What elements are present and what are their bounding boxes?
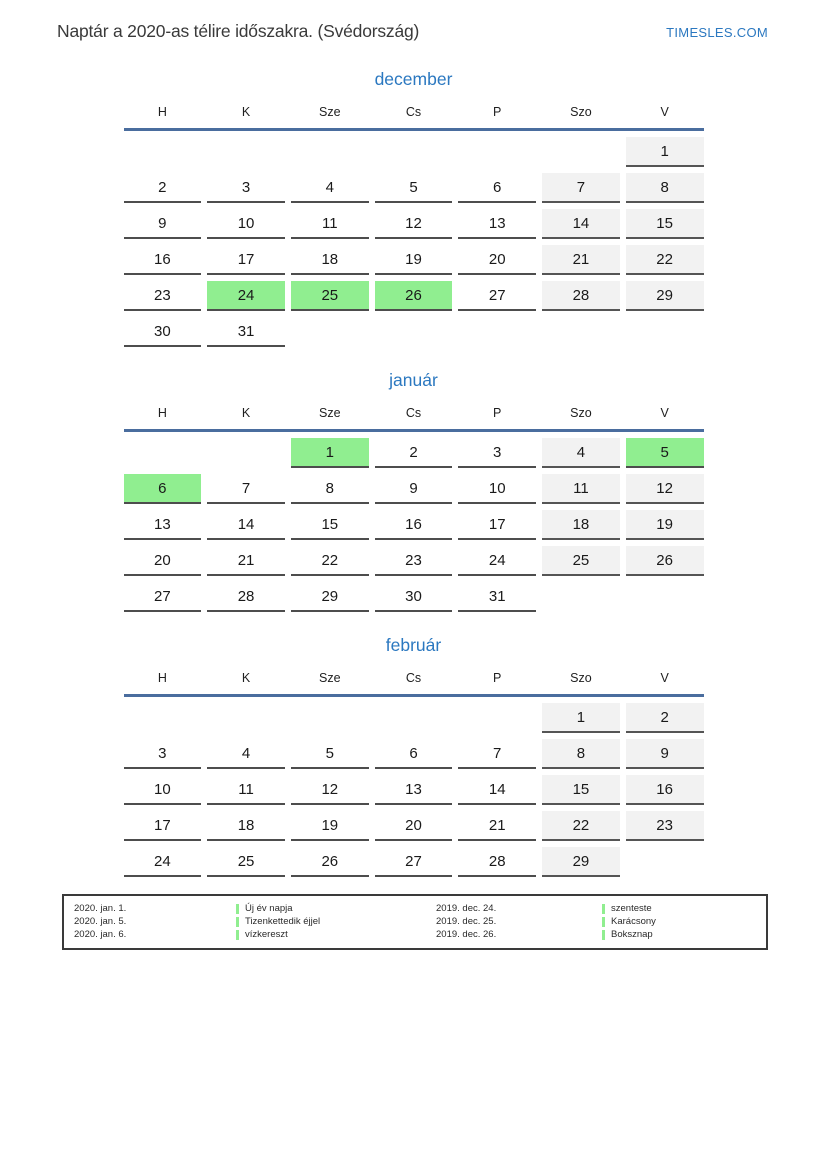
day-cell-empty xyxy=(542,582,620,612)
legend-holiday-label: Boksznap xyxy=(611,929,653,940)
day-cell: 6 xyxy=(124,474,202,504)
legend-date: 2020. jan. 1. xyxy=(74,903,127,914)
week-row xyxy=(124,811,704,841)
day-cell-empty xyxy=(124,703,202,733)
legend-date: 2019. dec. 24. xyxy=(436,903,497,914)
holiday-marker-icon xyxy=(236,917,239,927)
legend-box xyxy=(62,894,768,950)
day-cell: 24 xyxy=(124,847,202,877)
weekday-header-row xyxy=(124,105,704,131)
legend-holiday-name xyxy=(236,903,436,914)
day-cell: 8 xyxy=(542,739,620,769)
weekday-header-row xyxy=(124,671,704,697)
week-row xyxy=(124,245,704,275)
day-cell: 5 xyxy=(626,438,704,468)
day-cell: 9 xyxy=(375,474,453,504)
day-cell: 13 xyxy=(124,510,202,540)
day-cell: 10 xyxy=(458,474,536,504)
holiday-marker-icon xyxy=(602,930,605,940)
day-cell: 14 xyxy=(207,510,285,540)
weekday-header-row xyxy=(124,406,704,432)
day-cell: 27 xyxy=(458,281,536,311)
day-cell: 4 xyxy=(291,173,369,203)
day-cell: 25 xyxy=(207,847,285,877)
day-cell: 13 xyxy=(375,775,453,805)
weekday-label: Cs xyxy=(405,671,422,685)
holiday-marker-icon xyxy=(236,930,239,940)
month-január xyxy=(124,369,704,612)
day-cell: 5 xyxy=(375,173,453,203)
day-cell-empty xyxy=(124,137,202,167)
day-cell-empty xyxy=(458,317,536,347)
day-cell: 7 xyxy=(542,173,620,203)
day-cell: 25 xyxy=(291,281,369,311)
legend-row xyxy=(74,915,766,928)
day-cell-empty xyxy=(291,137,369,167)
week-row xyxy=(124,173,704,203)
holiday-marker-icon xyxy=(236,904,239,914)
day-cell: 26 xyxy=(375,281,453,311)
day-cell: 10 xyxy=(207,209,285,239)
legend-row xyxy=(74,928,766,941)
day-cell: 31 xyxy=(458,582,536,612)
day-cell: 27 xyxy=(124,582,202,612)
day-cell: 21 xyxy=(542,245,620,275)
weekday-label: H xyxy=(157,105,167,119)
weekday-label: K xyxy=(241,671,251,685)
day-cell: 2 xyxy=(375,438,453,468)
week-row xyxy=(124,137,704,167)
day-cell: 7 xyxy=(458,739,536,769)
day-cell-empty xyxy=(626,317,704,347)
month-title: február xyxy=(385,635,442,655)
day-cell: 11 xyxy=(542,474,620,504)
day-cell: 17 xyxy=(458,510,536,540)
day-cell: 11 xyxy=(207,775,285,805)
weekday-label: V xyxy=(660,105,669,119)
weekday-label: Szo xyxy=(570,105,592,119)
day-cell: 17 xyxy=(207,245,285,275)
day-cell: 20 xyxy=(375,811,453,841)
legend-row xyxy=(74,902,766,915)
day-cell: 3 xyxy=(207,173,285,203)
day-cell: 21 xyxy=(458,811,536,841)
page-title: Naptár a 2020-as télire időszakra. (Svédország) xyxy=(57,21,420,41)
day-cell: 26 xyxy=(291,847,369,877)
week-row xyxy=(124,847,704,877)
week-row xyxy=(124,775,704,805)
day-cell-empty xyxy=(458,703,536,733)
day-cell: 24 xyxy=(458,546,536,576)
legend-holiday-name xyxy=(602,929,766,940)
day-cell: 16 xyxy=(124,245,202,275)
month-december xyxy=(124,68,704,347)
day-cell: 13 xyxy=(458,209,536,239)
day-cell: 3 xyxy=(124,739,202,769)
day-cell: 28 xyxy=(542,281,620,311)
legend-holiday-label: Karácsony xyxy=(611,916,656,927)
day-cell: 10 xyxy=(124,775,202,805)
day-cell: 1 xyxy=(291,438,369,468)
months-container xyxy=(0,68,827,877)
day-cell-empty xyxy=(458,137,536,167)
weekday-label: P xyxy=(493,671,502,685)
day-cell: 1 xyxy=(626,137,704,167)
day-cell: 15 xyxy=(626,209,704,239)
week-row xyxy=(124,209,704,239)
day-cell: 1 xyxy=(542,703,620,733)
day-cell: 15 xyxy=(542,775,620,805)
legend-date: 2020. jan. 6. xyxy=(74,929,127,940)
day-cell: 27 xyxy=(375,847,453,877)
weekday-label: Sze xyxy=(319,105,341,119)
day-cell: 26 xyxy=(626,546,704,576)
day-cell: 19 xyxy=(626,510,704,540)
legend-date: 2020. jan. 5. xyxy=(74,916,127,927)
day-cell: 5 xyxy=(291,739,369,769)
day-cell: 18 xyxy=(207,811,285,841)
weekday-label: Szo xyxy=(570,671,592,685)
day-cell: 24 xyxy=(207,281,285,311)
weekday-label: Sze xyxy=(319,671,341,685)
legend-holiday-label: szenteste xyxy=(611,903,652,914)
day-cell-empty xyxy=(207,703,285,733)
legend-date: 2019. dec. 25. xyxy=(436,916,497,927)
week-row xyxy=(124,582,704,612)
day-cell: 23 xyxy=(626,811,704,841)
day-cell-empty xyxy=(291,703,369,733)
week-row xyxy=(124,703,704,733)
week-row xyxy=(124,281,704,311)
day-cell: 8 xyxy=(626,173,704,203)
week-row xyxy=(124,739,704,769)
legend-holiday-label: Tizenkettedik éjjel xyxy=(245,916,321,927)
day-cell: 2 xyxy=(124,173,202,203)
day-cell: 16 xyxy=(626,775,704,805)
day-cell: 18 xyxy=(291,245,369,275)
day-cell: 9 xyxy=(626,739,704,769)
month-február xyxy=(124,634,704,877)
day-cell-empty xyxy=(626,582,704,612)
day-cell-empty xyxy=(207,137,285,167)
day-cell: 31 xyxy=(207,317,285,347)
day-cell: 28 xyxy=(207,582,285,612)
week-row xyxy=(124,317,704,347)
day-cell: 12 xyxy=(375,209,453,239)
day-cell: 19 xyxy=(291,811,369,841)
day-cell: 8 xyxy=(291,474,369,504)
site-link[interactable]: TIMESLES.COM xyxy=(666,25,768,40)
month-title: január xyxy=(389,370,438,390)
day-cell: 22 xyxy=(626,245,704,275)
day-cell: 17 xyxy=(124,811,202,841)
day-cell-empty xyxy=(542,137,620,167)
day-cell: 29 xyxy=(626,281,704,311)
month-title: december xyxy=(374,69,453,89)
day-cell: 6 xyxy=(458,173,536,203)
day-cell: 30 xyxy=(124,317,202,347)
legend-holiday-name xyxy=(602,903,766,914)
weekday-label: Sze xyxy=(319,406,341,420)
weekday-label: K xyxy=(241,105,251,119)
day-cell: 15 xyxy=(291,510,369,540)
day-cell: 29 xyxy=(291,582,369,612)
day-cell: 14 xyxy=(458,775,536,805)
day-cell-empty xyxy=(626,847,704,877)
day-cell: 12 xyxy=(626,474,704,504)
day-cell: 23 xyxy=(124,281,202,311)
week-row xyxy=(124,510,704,540)
day-cell: 25 xyxy=(542,546,620,576)
legend-holiday-name xyxy=(602,916,766,927)
week-row xyxy=(124,474,704,504)
day-cell: 18 xyxy=(542,510,620,540)
legend-holiday-label: vízkereszt xyxy=(245,929,288,940)
day-cell: 22 xyxy=(542,811,620,841)
day-cell: 2 xyxy=(626,703,704,733)
weekday-label: P xyxy=(493,406,502,420)
weekday-label: Szo xyxy=(570,406,592,420)
weekday-label: Cs xyxy=(405,406,422,420)
day-cell-empty xyxy=(542,317,620,347)
holiday-marker-icon xyxy=(602,904,605,914)
day-cell-empty xyxy=(207,438,285,468)
weekday-label: V xyxy=(660,406,669,420)
legend-holiday-name xyxy=(236,929,436,940)
weekday-label: H xyxy=(157,406,167,420)
legend-holiday-label: Új év napja xyxy=(245,903,293,914)
week-row xyxy=(124,546,704,576)
day-cell: 30 xyxy=(375,582,453,612)
day-cell: 22 xyxy=(291,546,369,576)
weekday-label: Cs xyxy=(405,105,422,119)
day-cell: 12 xyxy=(291,775,369,805)
day-cell-empty xyxy=(124,438,202,468)
day-cell: 11 xyxy=(291,209,369,239)
day-cell: 21 xyxy=(207,546,285,576)
weekday-label: H xyxy=(157,671,167,685)
day-cell: 20 xyxy=(458,245,536,275)
day-cell-empty xyxy=(375,317,453,347)
day-cell: 23 xyxy=(375,546,453,576)
day-cell: 7 xyxy=(207,474,285,504)
holiday-marker-icon xyxy=(602,917,605,927)
day-cell: 29 xyxy=(542,847,620,877)
day-cell-empty xyxy=(375,137,453,167)
day-cell: 28 xyxy=(458,847,536,877)
day-cell: 9 xyxy=(124,209,202,239)
day-cell: 16 xyxy=(375,510,453,540)
weekday-label: K xyxy=(241,406,251,420)
day-cell: 6 xyxy=(375,739,453,769)
day-cell: 4 xyxy=(207,739,285,769)
page-header xyxy=(0,0,827,42)
day-cell-empty xyxy=(291,317,369,347)
weekday-label: V xyxy=(660,671,669,685)
week-row xyxy=(124,438,704,468)
weekday-label: P xyxy=(493,105,502,119)
day-cell-empty xyxy=(375,703,453,733)
legend-date: 2019. dec. 26. xyxy=(436,929,497,940)
day-cell: 19 xyxy=(375,245,453,275)
day-cell: 3 xyxy=(458,438,536,468)
day-cell: 14 xyxy=(542,209,620,239)
legend-holiday-name xyxy=(236,916,436,927)
day-cell: 20 xyxy=(124,546,202,576)
day-cell: 4 xyxy=(542,438,620,468)
